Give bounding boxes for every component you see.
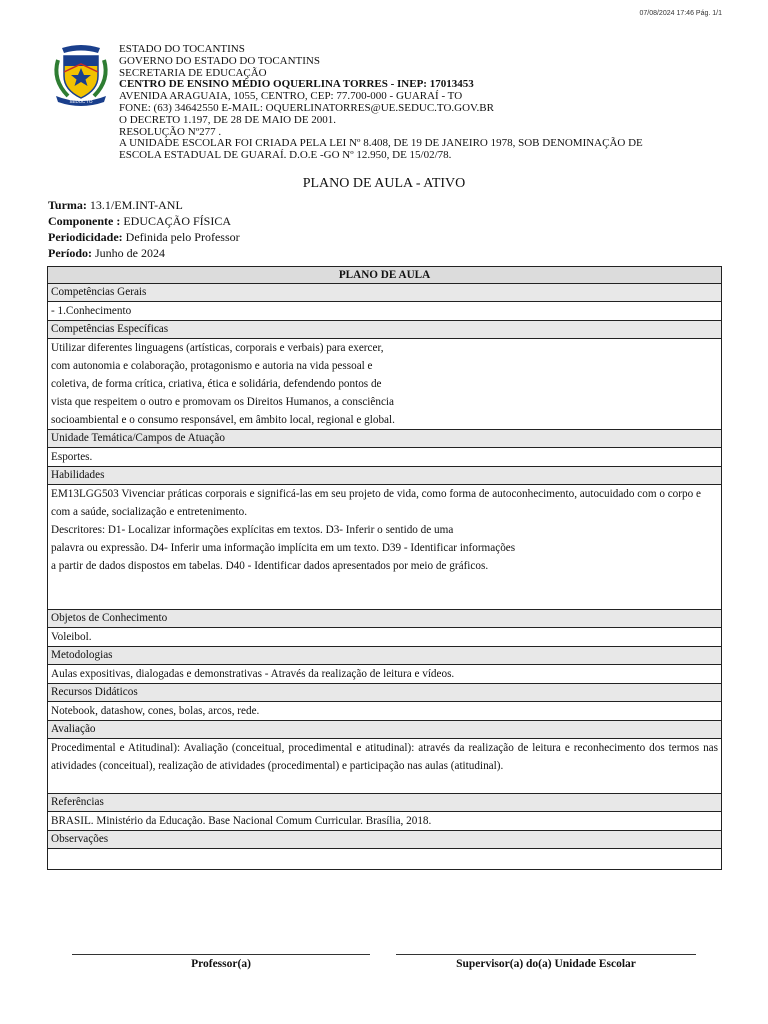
seduc-crest-icon <box>48 42 114 108</box>
section-avaliacao: Avaliação <box>48 721 722 739</box>
text-line: Utilizar diferentes linguagens (artísticas, corporais e verbais) para exercer, <box>51 342 384 354</box>
plan-heading: PLANO DE AULA <box>48 267 722 284</box>
header-line: SECRETARIA DE EDUCAÇÃO <box>119 66 267 79</box>
meta-label: Periodicidade: <box>48 230 123 244</box>
lesson-plan-table <box>47 266 722 870</box>
value-avaliacao: Procedimental e Atitudinal): Avaliação (conceitual, procedimental e atitudinal): através da realização de leitura e reconhecimento dos termos nas atividades (conceitual), realização de atividades (procedimental) e participação nas aulas (atitudinal). <box>48 739 722 794</box>
meta-label: Período: <box>48 246 92 260</box>
value-objetos-conhecimento: Voleibol. <box>48 628 722 647</box>
meta-row <box>48 245 240 261</box>
signature-label-professor: Professor(a) <box>191 958 251 970</box>
signature-supervisor <box>396 954 696 970</box>
header-line: O DECRETO 1.197, DE 28 DE MAIO DE 2001. <box>119 113 337 126</box>
text-line: coletiva, de forma crítica, criativa, ética e solidária, defendendo pontos de <box>51 378 382 390</box>
header-line: ESTADO DO TOCANTINS <box>119 43 245 55</box>
section-metodologias: Metodologias <box>48 647 722 665</box>
section-habilidades: Habilidades <box>48 467 722 485</box>
text-line: socioambiental e o consumo responsável, em âmbito local, regional e global. <box>51 414 395 426</box>
meta-label: Turma: <box>48 198 87 212</box>
header-lines <box>119 44 643 162</box>
document-title: PLANO DE AULA - ATIVO <box>302 176 466 191</box>
value-competencias-gerais: - 1.Conhecimento <box>48 302 722 321</box>
class-meta <box>48 197 240 261</box>
habilidades-descritores <box>51 521 718 575</box>
habilidades-paragraph: EM13LGG503 Vivenciar práticas corporais e significá-las em seu projeto de vida, como forma de autoconhecimento, autocuidado com o corpo e com a saúde, socialização e entretenimento. <box>51 488 701 518</box>
meta-row <box>48 229 240 245</box>
value-metodologias: Aulas expositivas, dialogadas e demonstrativas - Através da realização de leitura e vídeos. <box>48 665 722 684</box>
value-observacoes <box>48 849 722 870</box>
header-line: ESCOLA ESTADUAL DE GUARAÍ. D.O.E -GO Nº 12.950, DE 15/02/78. <box>119 149 452 162</box>
section-unidade-tematica: Unidade Temática/Campos de Atuação <box>48 430 722 448</box>
section-competencias-especificas: Competências Específicas <box>48 321 722 339</box>
value-recursos-didaticos: Notebook, datashow, cones, bolas, arcos, rede. <box>48 702 722 721</box>
text-line: a partir de dados dispostos em tabelas. D40 - Identificar dados apresentados por meio de gráficos. <box>51 560 489 572</box>
value-competencias-especificas <box>48 339 722 430</box>
header-line: GOVERNO DO ESTADO DO TOCANTINS <box>119 54 320 67</box>
value-habilidades <box>48 485 722 610</box>
text-line: palavra ou expressão. D4- Inferir uma informação implícita em um texto. D39 - Identificar informações <box>51 542 516 554</box>
header-line: FONE: (63) 34642550 E-MAIL: OQUERLINATORRES@UE.SEDUC.TO.GOV.BR <box>119 101 494 114</box>
value-referencias: BRASIL. Ministério da Educação. Base Nacional Comum Curricular. Brasília, 2018. <box>48 812 722 831</box>
header-line: AVENIDA ARAGUAIA, 1055, CENTRO, CEP: 77.700-000 - GUARAÍ - TO <box>119 90 463 103</box>
print-timestamp: 07/08/2024 17:46 Pág. 1/1 <box>639 10 722 17</box>
text-line: com autonomia e colaboração, protagonismo e autoria na vida pessoal e <box>51 360 373 372</box>
signature-professor <box>72 954 370 970</box>
signature-label-supervisor: Supervisor(a) do(a) Unidade Escolar <box>456 958 636 970</box>
meta-row <box>48 213 240 229</box>
crest-ribbon-text: SEDUC TO <box>69 99 93 104</box>
signature-line-supervisor <box>396 954 696 955</box>
header-line: CENTRO DE ENSINO MÉDIO OQUERLINA TORRES - INEP: 17013453 <box>119 78 474 91</box>
section-referencias: Referências <box>48 794 722 812</box>
text-line: vista que respeitem o outro e promovam os Direitos Humanos, a consciência <box>51 396 394 408</box>
meta-value: Definida pelo Professor <box>125 230 240 244</box>
section-competencias-gerais: Competências Gerais <box>48 284 722 302</box>
signature-line-professor <box>72 954 370 955</box>
header-line: RESOLUÇÃO Nº277 . <box>119 125 222 138</box>
meta-value: 13.1/EM.INT-ANL <box>89 198 183 212</box>
meta-value: Junho de 2024 <box>95 246 165 260</box>
institution-header <box>48 42 728 172</box>
section-observacoes: Observações <box>48 831 722 849</box>
text-line: Descritores: D1- Localizar informações explícitas em textos. D3- Inferir o sentido de uma <box>51 524 454 536</box>
section-recursos-didaticos: Recursos Didáticos <box>48 684 722 702</box>
meta-label: Componente : <box>48 214 121 228</box>
meta-value: EDUCAÇÃO FÍSICA <box>123 214 232 228</box>
value-unidade-tematica: Esportes. <box>48 448 722 467</box>
section-objetos-conhecimento: Objetos de Conhecimento <box>48 610 722 628</box>
meta-row <box>48 197 240 213</box>
header-line: A UNIDADE ESCOLAR FOI CRIADA PELA LEI Nº 8.408, DE 19 DE JANEIRO 1978, SOB DENOMINAÇÃO DE <box>119 137 643 150</box>
